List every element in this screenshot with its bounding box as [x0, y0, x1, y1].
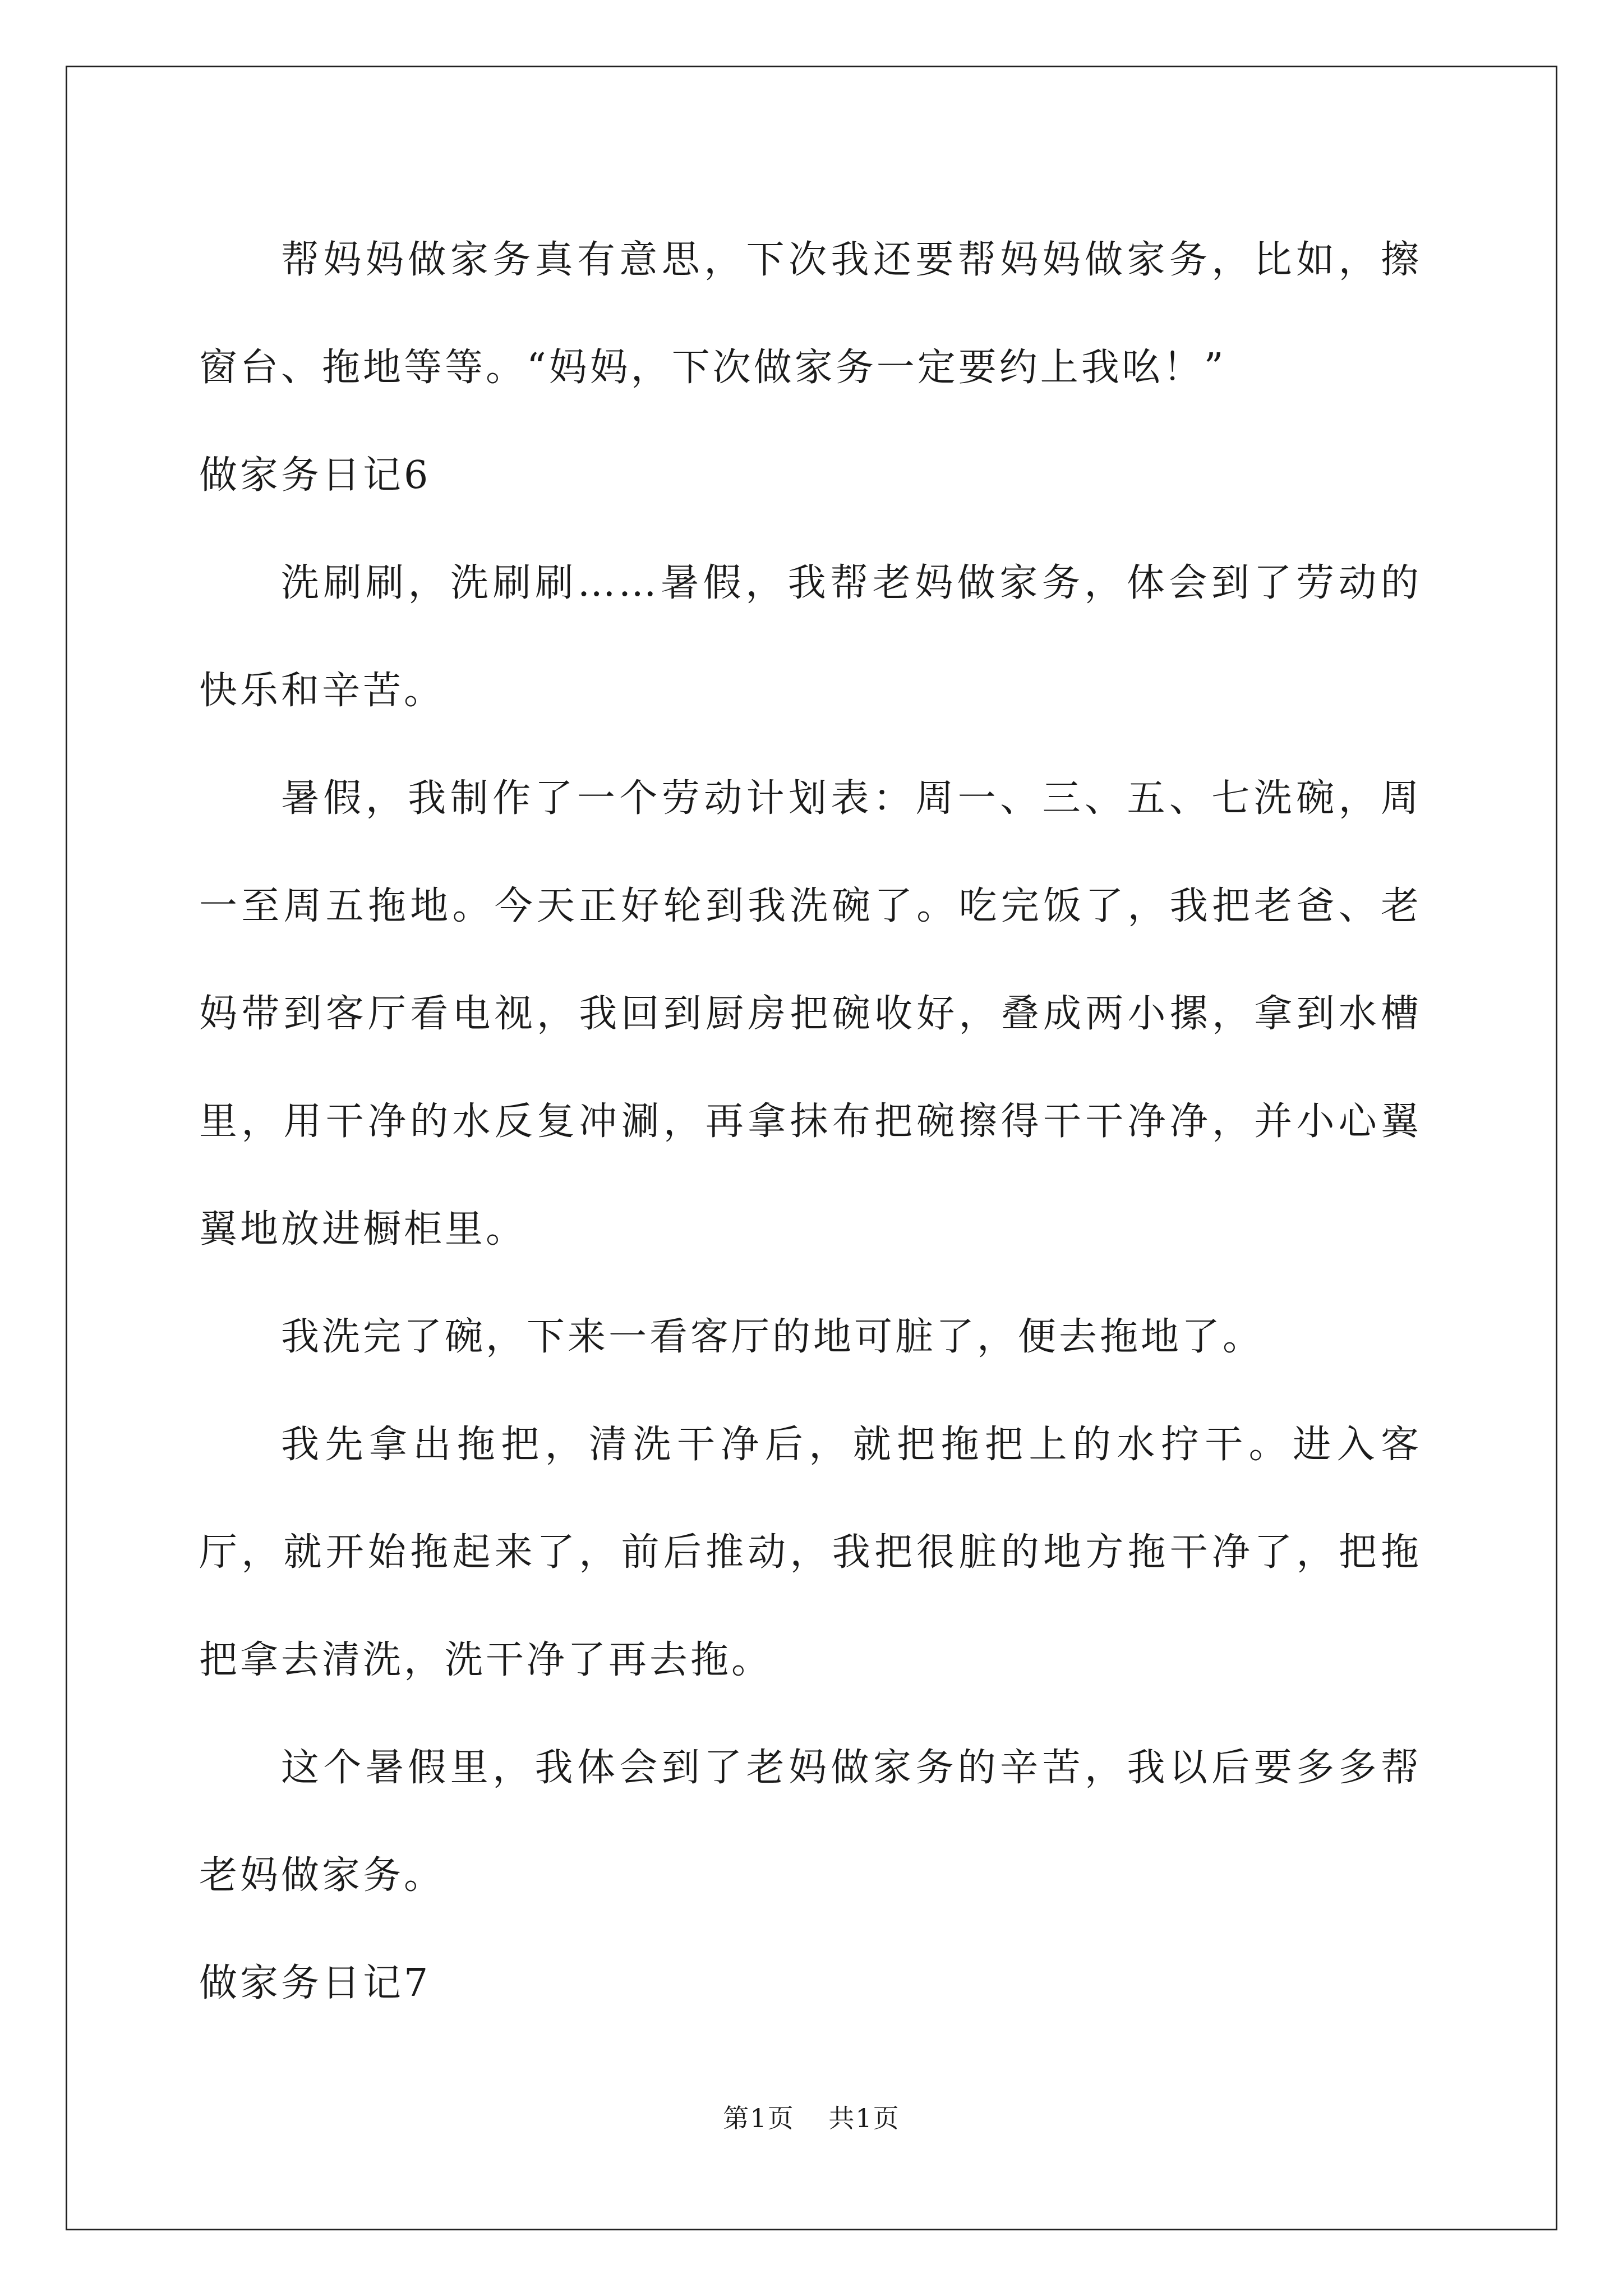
- paragraph: 这个暑假里，我体会到了老妈做家务的辛苦，我以后要多多帮老妈做家务。: [199, 1746, 1422, 1898]
- section-heading: 做家务日记7: [199, 1961, 431, 2005]
- paragraph: 帮妈妈做家务真有意思，下次我还要帮妈妈做家务，比如，擦窗台、拖地等等。“妈妈，下次做家务一定要约上我吆！”: [199, 238, 1422, 390]
- paragraph: 我洗完了碗，下来一看客厅的地可脏了，便去拖地了。: [281, 1315, 1264, 1359]
- page-number-total: 共1页: [828, 2103, 900, 2133]
- page-footer: [0, 2098, 1623, 2135]
- document-body: [199, 206, 1422, 2037]
- paragraph: 暑假，我制作了一个劳动计划表：周一、三、五、七洗碗，周一至周五拖地。今天正好轮到我洗碗了。吃完饭了，我把老爸、老妈带到客厅看电视，我回到厨房把碗收好，叠成两小摞，拿到水槽里，用干净的水反复冲涮，再拿抹布把碗擦得干干净净，并小心翼翼地放进橱柜里。: [199, 776, 1422, 1251]
- paragraph: 洗刷刷，洗刷刷……暑假，我帮老妈做家务，体会到了劳动的快乐和辛苦。: [199, 561, 1422, 713]
- section-heading: 做家务日记6: [199, 453, 431, 498]
- paragraph: 我先拿出拖把，清洗干净后，就把拖把上的水拧干。进入客厅，就开始拖起来了，前后推动，我把很脏的地方拖干净了，把拖把拿去清洗，洗干净了再去拖。: [199, 1423, 1422, 1682]
- page-number-current: 第1页: [723, 2103, 795, 2133]
